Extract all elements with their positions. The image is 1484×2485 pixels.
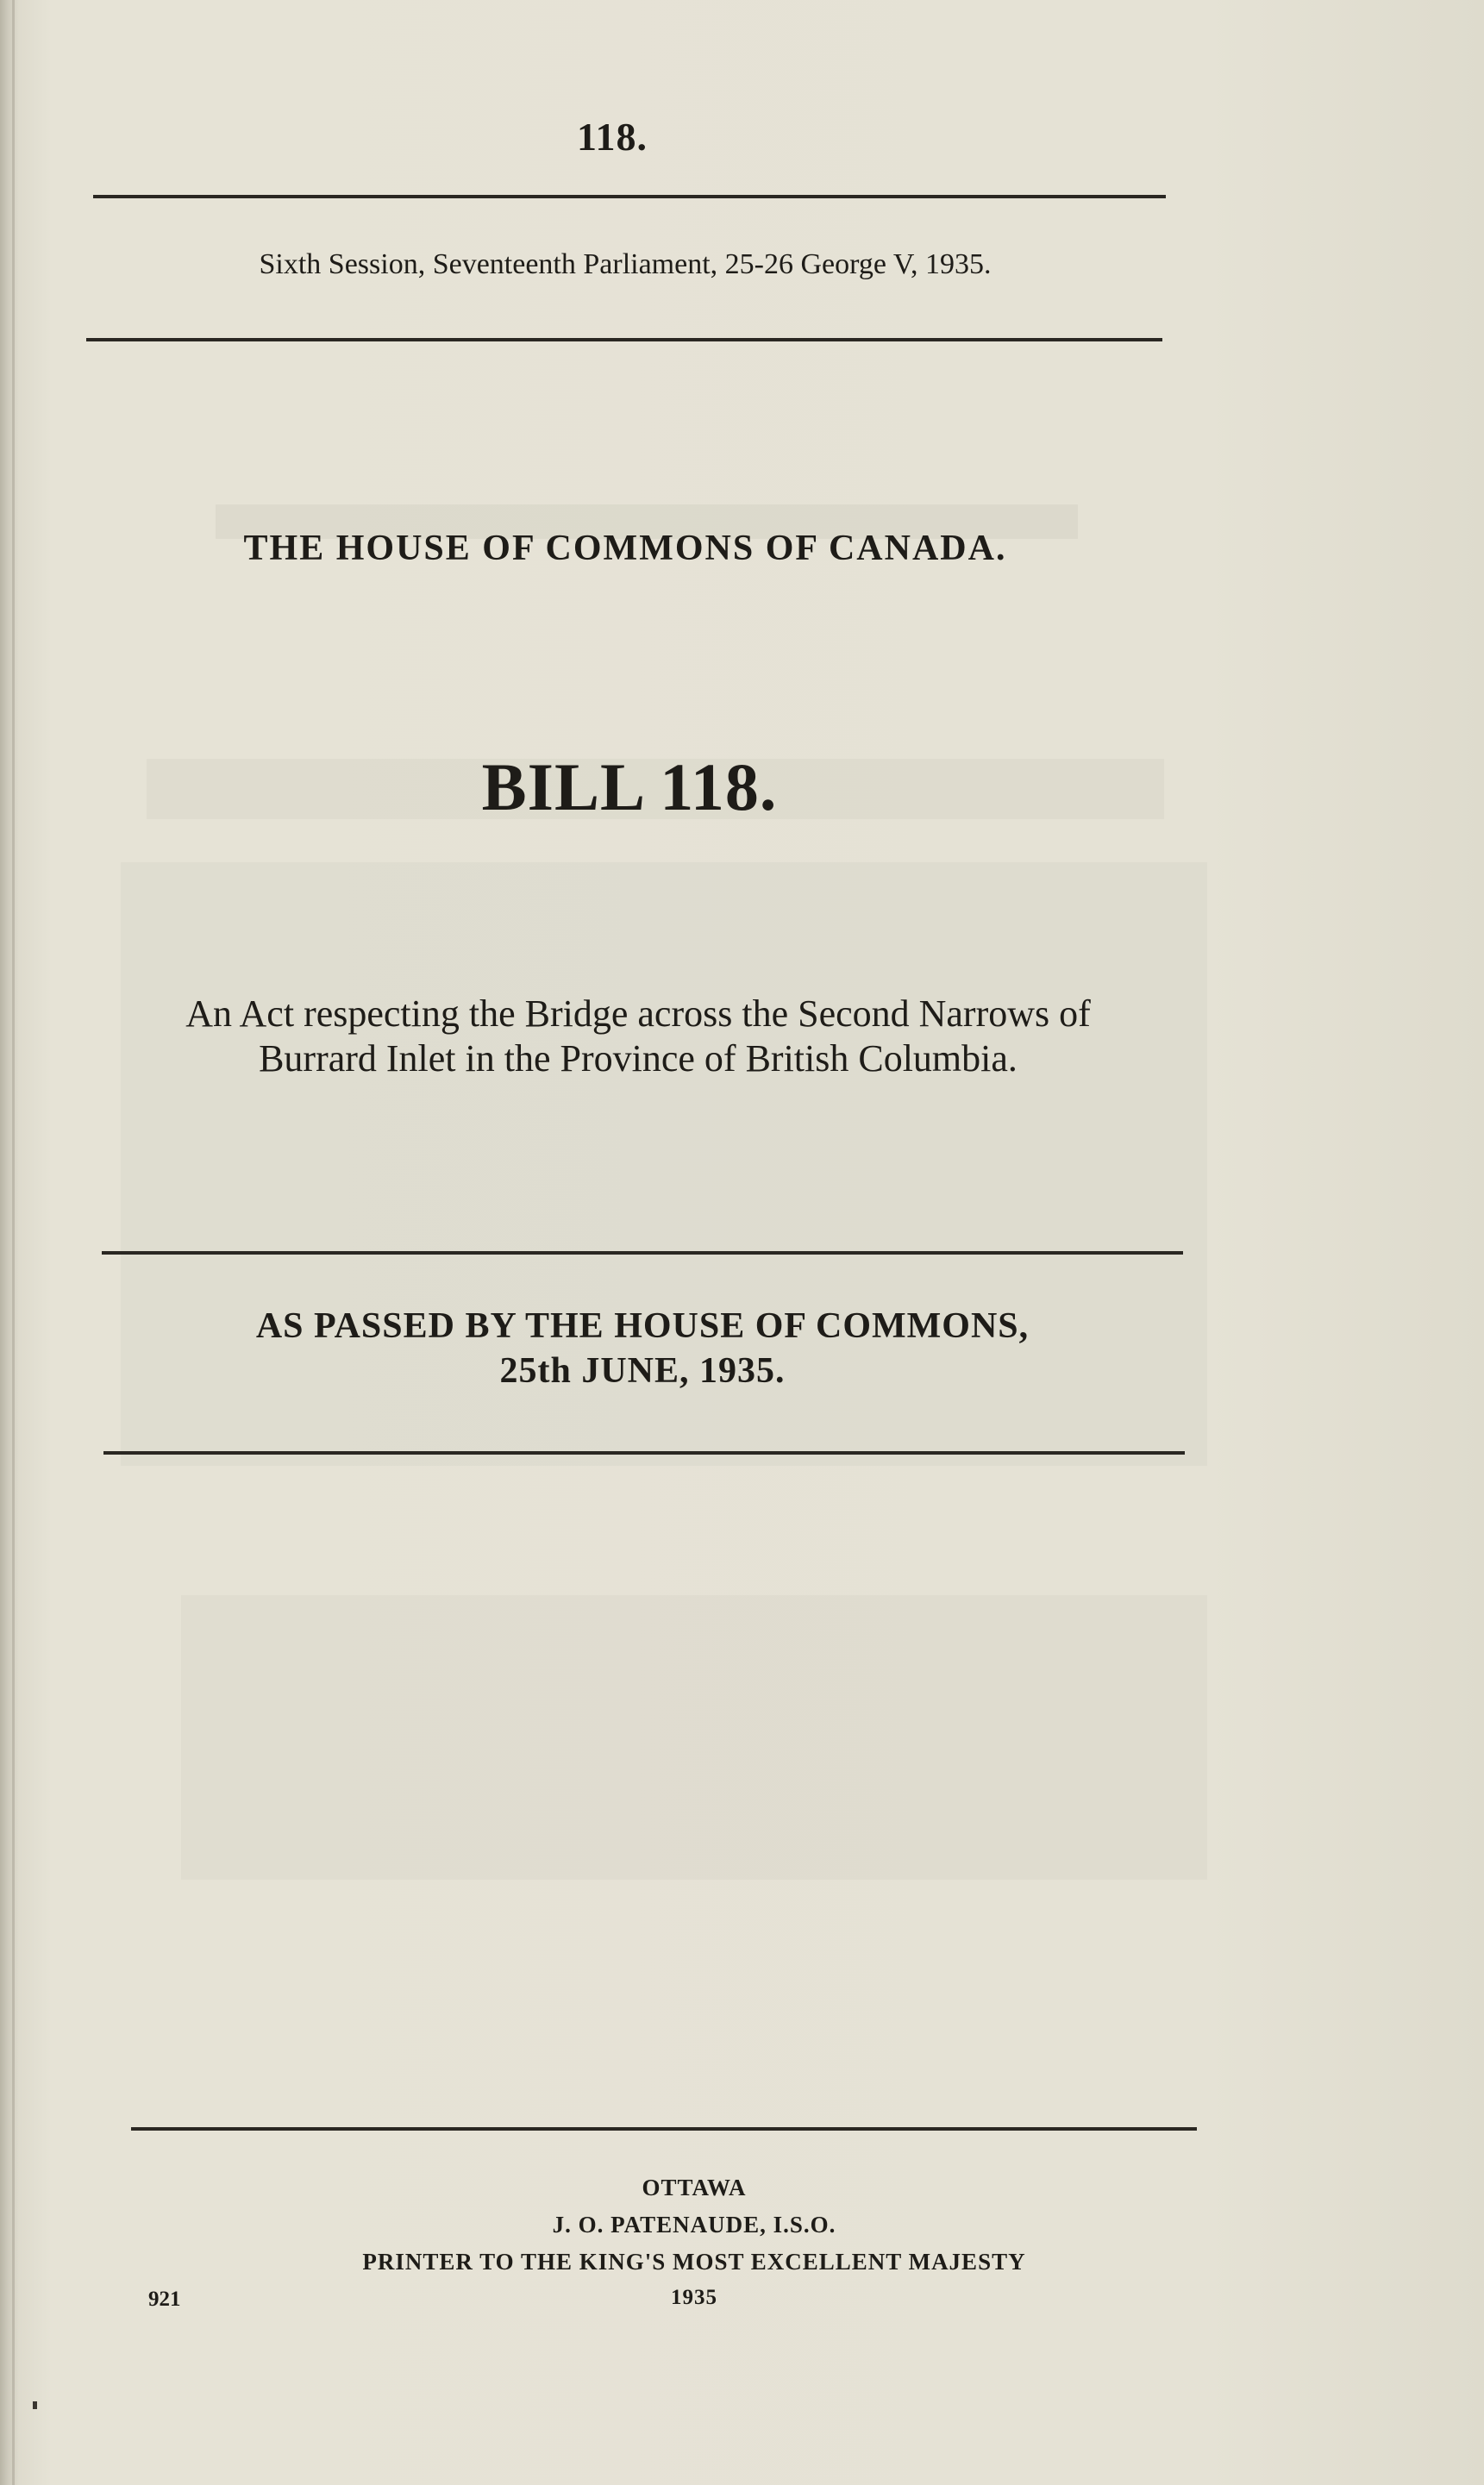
imprint-city: OTTAWA (642, 2175, 747, 2200)
ink-mark (33, 2401, 37, 2409)
bill-number-header: 118. (577, 115, 648, 159)
house-heading: THE HOUSE OF COMMONS OF CANADA. (243, 529, 1007, 568)
act-title-line: Burrard Inlet in the Province of British Columbia. (259, 1037, 1018, 1080)
act-title (86, 992, 1190, 1081)
horizontal-rule (102, 1251, 1183, 1255)
binding-shadow (0, 0, 19, 2485)
passed-notice (155, 1304, 1130, 1393)
show-through-shadow (181, 1595, 1207, 1880)
horizontal-rule (103, 1451, 1185, 1455)
imprint-printer: J. O. PATENAUDE, I.S.O. (552, 2212, 836, 2238)
horizontal-rule (131, 2127, 1197, 2131)
binding-edge (12, 0, 15, 2485)
horizontal-rule (93, 195, 1166, 198)
passed-line: AS PASSED BY THE HOUSE OF COMMONS, (255, 1306, 1030, 1346)
bill-title: BILL 118. (481, 749, 778, 824)
act-title-line: An Act respecting the Bridge across the Second Narrows of (185, 992, 1091, 1035)
imprint-year: 1935 (671, 2286, 717, 2309)
horizontal-rule (86, 338, 1162, 341)
print-code: 921 (148, 2288, 181, 2311)
imprint-printer-title: PRINTER TO THE KING'S MOST EXCELLENT MAJESTY (362, 2249, 1026, 2275)
passed-line: 25th JUNE, 1935. (499, 1351, 786, 1391)
session-line: Sixth Session, Seventeenth Parliament, 25-26 George V, 1935. (259, 248, 992, 280)
